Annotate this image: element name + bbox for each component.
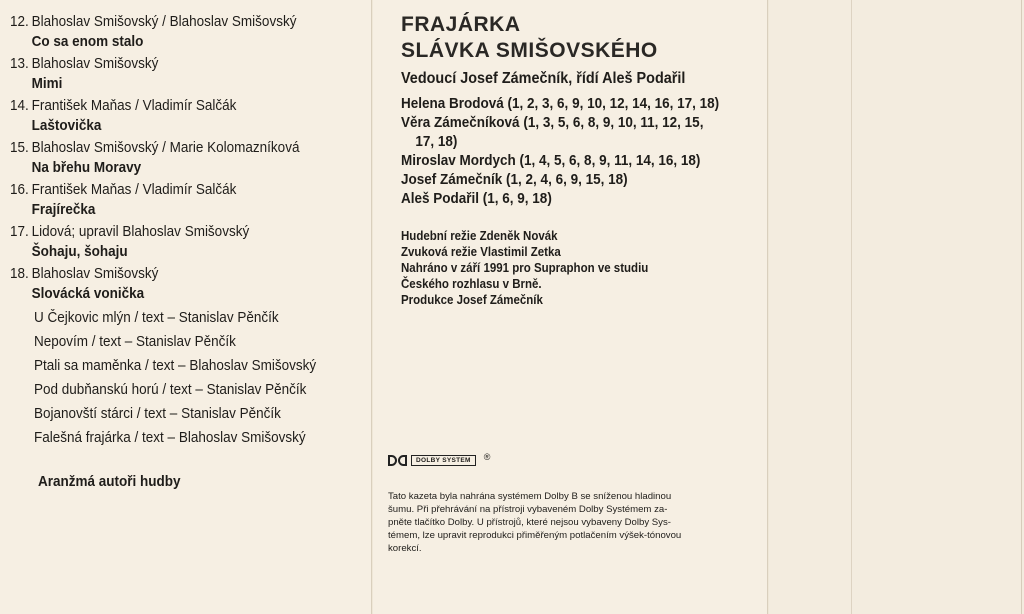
track-item bbox=[10, 96, 370, 136]
track-authors: Blahoslav Smišovský / Blahoslav Smišovský bbox=[31, 13, 297, 30]
members-list bbox=[401, 94, 761, 208]
member-item bbox=[401, 189, 761, 208]
member-item bbox=[401, 151, 761, 170]
track-title: Slovácká vonička bbox=[31, 285, 145, 302]
right-panel bbox=[769, 0, 1024, 614]
member-item bbox=[401, 113, 761, 151]
track-number: 16. bbox=[10, 181, 29, 198]
track-title: Na břehu Moravy bbox=[31, 159, 142, 176]
track-title: Mimi bbox=[31, 75, 63, 92]
album-title bbox=[401, 12, 658, 64]
track-authors: Blahoslav Smišovský / Marie Kolomazníková bbox=[31, 139, 300, 156]
track-item bbox=[10, 54, 370, 94]
dolby-system-label: DOLBY SYSTEM bbox=[411, 455, 476, 466]
track-number: 17. bbox=[10, 223, 29, 240]
track-item bbox=[10, 12, 370, 52]
dolby-note bbox=[388, 490, 756, 555]
member-item bbox=[401, 170, 761, 189]
credit-line: Nahráno v září 1991 pro Supraphon ve studiu bbox=[401, 261, 649, 275]
track-authors: František Maňas / Vladimír Salčák bbox=[31, 97, 237, 114]
track-number: 18. bbox=[10, 265, 29, 282]
note-line: pněte tlačítko Dolby. U přístrojů, které nejsou vybaveny Dolby Sys- bbox=[388, 517, 671, 528]
credit-line: Zvuková režie Vlastimil Zetka bbox=[401, 245, 561, 259]
arrangement-note: Aranžmá autoři hudby bbox=[38, 473, 181, 490]
medley-item: Ptali sa maměnka / text – Blahoslav Smišovský bbox=[34, 357, 317, 374]
member-line: Věra Zámečníková (1, 3, 5, 6, 8, 9, 10, 11, 12, 15, bbox=[401, 114, 704, 131]
album-title-line: SLÁVKA SMIŠOVSKÉHO bbox=[401, 39, 658, 62]
note-line: Tato kazeta byla nahrána systémem Dolby B se sníženou hladinou bbox=[388, 491, 672, 502]
member-line: Josef Zámečník (1, 2, 4, 6, 9, 15, 18) bbox=[401, 171, 628, 188]
track-list bbox=[10, 12, 370, 450]
production-credits bbox=[401, 228, 670, 308]
member-line: Aleš Podařil (1, 6, 9, 18) bbox=[401, 190, 552, 207]
track-title: Laštovička bbox=[31, 117, 102, 134]
member-line: Helena Brodová (1, 2, 3, 6, 9, 10, 12, 14, 16, 17, 18) bbox=[401, 95, 720, 112]
registered-mark: ® bbox=[483, 451, 491, 462]
track-authors: Lidová; upravil Blahoslav Smišovský bbox=[31, 223, 250, 240]
album-title-line: FRAJÁRKA bbox=[401, 13, 521, 36]
medley-item: Falešná frajárka / text – Blahoslav Smišovský bbox=[34, 429, 306, 446]
track-title: Co sa enom stalo bbox=[31, 33, 144, 50]
medley-item: Pod dubňanskú horú / text – Stanislav Pěnčík bbox=[34, 381, 307, 398]
track-number: 15. bbox=[10, 139, 29, 156]
note-line: témem, lze upravit reprodukci přiměřeným potlačením výšek-tónovou bbox=[388, 530, 682, 541]
double-d-icon bbox=[388, 455, 407, 466]
member-line-continued: 17, 18) bbox=[415, 133, 458, 150]
track-number: 12. bbox=[10, 13, 29, 30]
note-line: korekcí. bbox=[388, 543, 422, 554]
credit-line: Hudební režie Zdeněk Novák bbox=[401, 229, 558, 243]
credit-line: Českého rozhlasu v Brně. bbox=[401, 277, 542, 291]
fold-line bbox=[1021, 0, 1022, 614]
band-leader: Vedoucí Josef Zámečník, řídí Aleš Podařil bbox=[401, 70, 686, 87]
note-line: šumu. Při přehrávání na přístroji vybaveném Dolby Systémem za- bbox=[388, 504, 668, 515]
track-number: 13. bbox=[10, 55, 29, 72]
member-item bbox=[401, 94, 761, 113]
track-item bbox=[10, 264, 370, 304]
member-line: Miroslav Mordych (1, 4, 5, 6, 8, 9, 11, 14, 16, 18) bbox=[401, 152, 701, 169]
track-authors: Blahoslav Smišovský bbox=[31, 55, 159, 72]
medley-item: Bojanovští stárci / text – Stanislav Pěnčík bbox=[34, 405, 281, 422]
medley-item: Nepovím / text – Stanislav Pěnčík bbox=[34, 333, 236, 350]
track-item bbox=[10, 222, 370, 262]
track-authors: Blahoslav Smišovský bbox=[31, 265, 159, 282]
medley-item: U Čejkovic mlýn / text – Stanislav Pěnčík bbox=[34, 309, 279, 326]
track-item bbox=[10, 180, 370, 220]
track-item bbox=[10, 138, 370, 178]
fold-line bbox=[851, 0, 852, 614]
medley-list bbox=[10, 306, 370, 450]
track-title: Šohaju, šohaju bbox=[31, 243, 128, 260]
track-number: 14. bbox=[10, 97, 29, 114]
credit-line: Produkce Josef Zámečník bbox=[401, 293, 543, 307]
track-title: Frajírečka bbox=[31, 201, 96, 218]
dolby-logo bbox=[388, 451, 491, 466]
track-authors: František Maňas / Vladimír Salčák bbox=[31, 181, 237, 198]
